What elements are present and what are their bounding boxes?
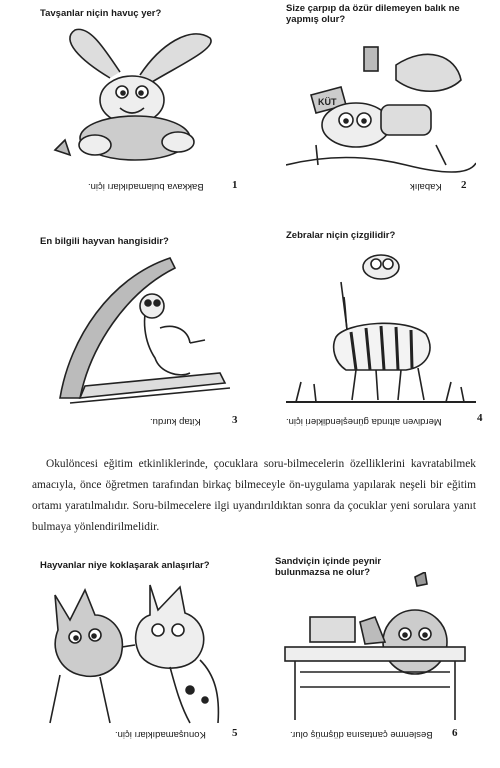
- sandwich-lunchbox-illustration: [275, 572, 475, 727]
- rabbit-illustration: [40, 20, 230, 175]
- panel-5-question: Hayvanlar niye koklaşarak anlaşırlar?: [40, 560, 210, 571]
- panel-5-answer: Konuşamadıkları için.: [115, 729, 206, 740]
- panel-3-number: 3: [232, 414, 238, 426]
- panel-4-number: 4: [477, 412, 483, 424]
- panel-6-number: 6: [452, 727, 458, 739]
- panel-6-question: Sandviçin içinde peynir bulunmazsa ne olur?: [275, 556, 382, 578]
- fish-diver-illustration: [286, 25, 476, 175]
- kut-sign-label: KÜT: [318, 97, 337, 107]
- panel-3-answer: Kitap kurdu.: [150, 416, 201, 427]
- panel-2-question: Size çarpıp da özür dilemeyen balık ne yapmış olur?: [286, 3, 460, 25]
- panel-1-question: Tavşanlar niçin havuç yer?: [40, 8, 162, 19]
- panel-1-number: 1: [232, 179, 238, 191]
- cats-sniffing-illustration: [40, 575, 230, 725]
- zebra-illustration: [286, 242, 476, 412]
- panel-4-question: Zebralar niçin çizgilidir?: [286, 230, 396, 241]
- bookworm-illustration: [40, 248, 230, 413]
- panel-6-answer: Beslenme çantasına düşmüş olur.: [290, 729, 433, 740]
- panel-1-answer: Bakkava bulamadıkları için.: [88, 181, 204, 192]
- panel-5-number: 5: [232, 727, 238, 739]
- panel-2-answer: Kabalık: [410, 181, 442, 192]
- panel-4-answer: Merdiven altında güneşlendikleri için.: [286, 416, 442, 427]
- panel-3-question: En bilgili hayvan hangisidir?: [40, 236, 169, 247]
- body-paragraph: Okulöncesi eğitim etkinliklerinde, çocuklara soru-bilmecelerin özelliklerini kavratabilmek amacıyla, önce öğretmen tarafından birkaç bilmeceyle ön-uygulama yapılarak neşeli bir eğitim ortamı yaratılmalıdır. Soru-bilmecelere ilgi uyandırıldıktan sonra da çocuklar yeni sorulara yanıt bulmaya yönlendirilmelidir.: [32, 458, 476, 533]
- panel-2-number: 2: [461, 179, 467, 191]
